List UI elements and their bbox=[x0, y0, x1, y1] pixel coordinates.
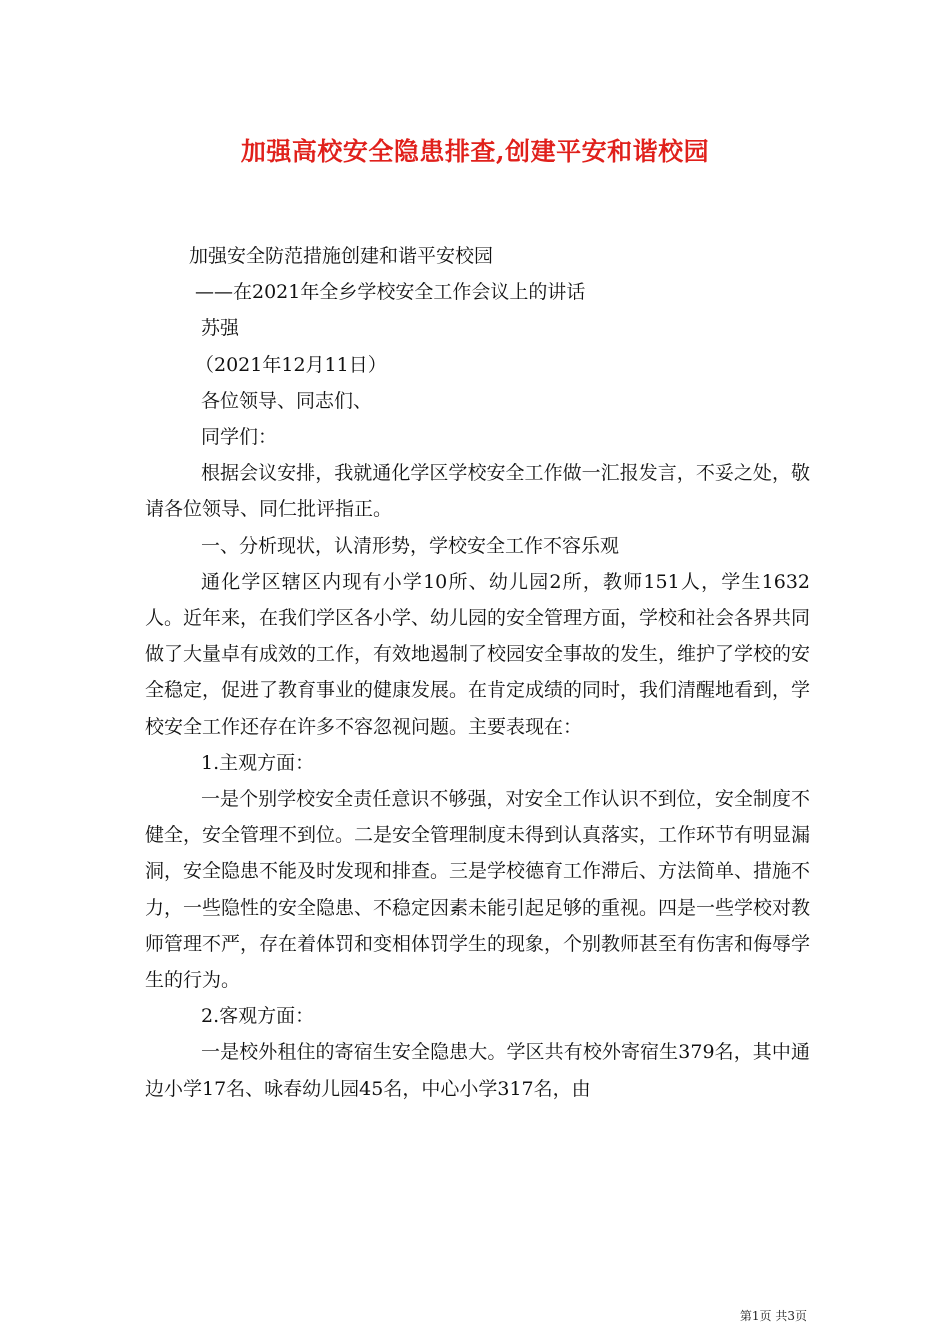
subsection-paragraph: 一是个别学校安全责任意识不够强，对安全工作认识不到位，安全制度不健全，安全管理不到位。二是安全管理制度未得到认真落实，工作环节有明显漏洞，安全隐患不能及时发现和排查。三是学校德育工作滞后、方法简单、措施不力，一些隐性的安全隐患、不稳定因素未能引起足够的重视。四是一些学校对教师管理不严，存在着体罚和变相体罚学生的现象，个别教师甚至有伤害和侮辱学生的行为。 bbox=[145, 788, 811, 992]
page-title: 加强高校安全隐患排查,创建平安和谐校园 bbox=[240, 137, 710, 166]
subsection-heading: 1.主观方面： bbox=[201, 751, 315, 774]
speech-title: 加强安全防范措施创建和谐平安校园 bbox=[189, 245, 494, 267]
greeting-line: 同学们： bbox=[201, 426, 278, 449]
document-body bbox=[145, 238, 810, 1107]
page-number: 第1页 共3页 bbox=[739, 1309, 807, 1323]
speaker-name: 苏强 bbox=[201, 317, 240, 340]
intro-paragraph: 根据会议安排，我就通化学区学校安全工作做一汇报发言，不妥之处，敬请各位领导、同仁批评指正。 bbox=[145, 462, 810, 521]
section-paragraph: 通化学区辖区内现有小学10所、幼儿园2所，教师151人，学生1632人。近年来，在我们学区各小学、幼儿园的安全管理方面，学校和社会各界共同做了大量卓有成效的工作，有效地遏制了校园安全事故的发生，维护了学校的安全稳定，促进了教育事业的健康发展。在肯定成绩的同时，我们清醒地看到，学校安全工作还存在许多不容忽视问题。主要表现在： bbox=[145, 570, 811, 738]
greeting-line: 各位领导、同志们、 bbox=[201, 389, 373, 412]
subsection-heading: 2.客观方面： bbox=[201, 1005, 315, 1028]
speech-occasion: ——在2021年全乡学校安全工作会议上的讲话 bbox=[195, 281, 586, 304]
subsection-paragraph: 一是校外租住的寄宿生安全隐患大。学区共有校外寄宿生379名，其中通边小学17名、咏春幼儿园45名，中心小学317名，由 bbox=[145, 1041, 810, 1100]
section-heading: 一、分析现状，认清形势，学校安全工作不容乐观 bbox=[201, 534, 620, 557]
speech-date: （2021年12月11日） bbox=[195, 353, 387, 376]
